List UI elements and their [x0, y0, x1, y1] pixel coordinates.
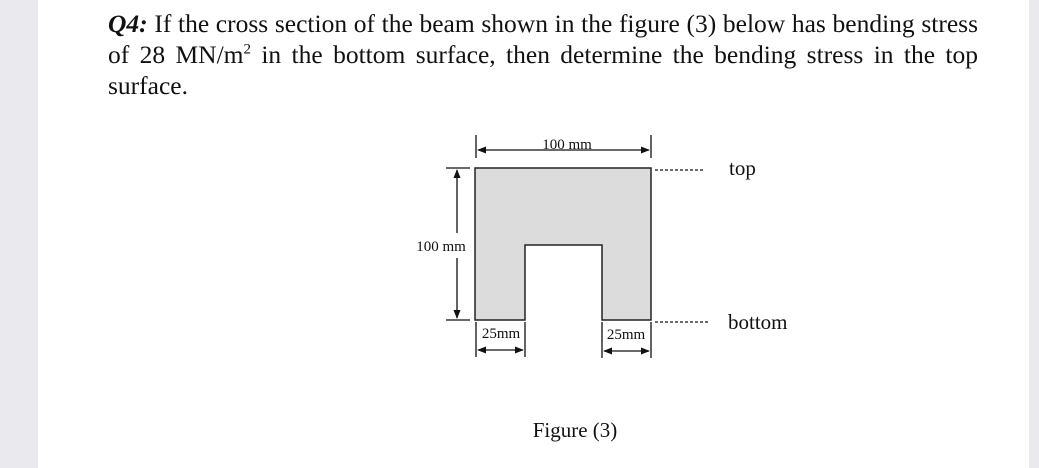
question-number: Q4:: [108, 9, 148, 38]
question-body-part1: If the cross section of the beam shown in the figure (3) below has bending stress of 28 MN/m: [108, 9, 979, 69]
height-dimension: [416, 168, 470, 320]
beam-section-shape: [475, 168, 651, 320]
top-surface-label: top: [729, 156, 756, 180]
width-dimension-label: 100 mm: [542, 137, 592, 153]
figure-caption: Figure (3): [532, 418, 618, 442]
question-body-part2: in the bottom surface, then determine the bending stress in the top surface.: [108, 40, 979, 100]
right-leg-dimension: [602, 322, 651, 358]
width-dimension: [476, 135, 651, 158]
left-leg-dimension-label: 25mm: [481, 326, 521, 342]
bottom-surface-label: bottom: [728, 310, 788, 334]
height-dimension-label: 100 mm: [416, 239, 466, 255]
right-leg-dimension-label: 25mm: [606, 327, 646, 343]
question-superscript: 2: [243, 41, 251, 58]
left-leg-dimension: [476, 322, 525, 357]
